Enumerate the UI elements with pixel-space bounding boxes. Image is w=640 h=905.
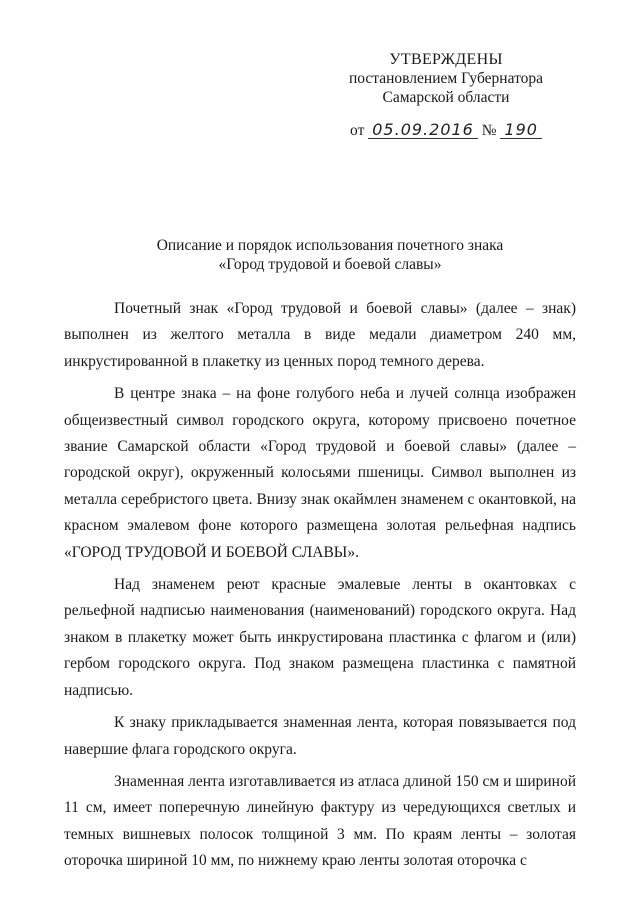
title-line-1: Описание и порядок использования почетного знака (156, 237, 504, 254)
paragraph: Почетный знак «Город трудовой и боевой славы» (далее – знак) выполнен из желтого металла в виде медали диаметром 240 мм, инкрустированной в плакетку из ценных пород темного дерева. (64, 300, 576, 370)
approval-line-1: постановлением Губернатора (348, 70, 544, 87)
approval-stamp (316, 50, 576, 140)
approval-heading: УТВЕРЖДЕНЫ (389, 51, 503, 68)
paragraph: В центре знака – на фоне голубого неба и лучей солнца изображен общеизвестный символ городского округа, которому присвоено почетное звание Самарской области «Город трудовой и боевой славы» (далее – городской округ), окруженный колосьями пшеницы. Символ выполнен из металла серебристого цвета. Внизу знак окаймлен знаменем с окантовкой, на красном эмалевом фоне которого размещена золотая рельефная надпись «ГОРОД ТРУДОВОЙ И БОЕВОЙ СЛАВЫ». (64, 385, 576, 561)
document-title (60, 236, 600, 274)
approval-date-line (316, 121, 576, 140)
paragraph: Знаменная лента изготавливается из атласа длиной 150 см и шириной 11 см, имеет поперечную линейную фактуру из чередующихся светлых и темных вишневых полосок толщиной 3 мм. По краям ленты – золотая оторочка шириной 10 мм, по нижнему краю ленты золотая оторочка с (64, 772, 576, 870)
title-line-2: «Город трудовой и боевой славы» (218, 256, 442, 273)
number-prefix: № (481, 122, 497, 139)
document-body (64, 296, 576, 881)
paragraph: Над знаменем реют красные эмалевые ленты в окантовках с рельефной надписью наименования (наименований) городского округа. Над знаком в плакетку может быть инкрустирована пластинка с флагом и (или) гербом городского округа. Под знаком размещена пластинка с памятной надписью. (64, 576, 576, 699)
handwritten-number: 190 (500, 122, 542, 139)
paragraph: К знаку прикладывается знаменная лента, которая повязывается под навершие флага городского округа. (64, 714, 576, 758)
handwritten-date: 05.09.2016 (368, 122, 478, 139)
date-prefix: от (350, 122, 365, 139)
approval-line-2: Самарской области (382, 89, 510, 106)
